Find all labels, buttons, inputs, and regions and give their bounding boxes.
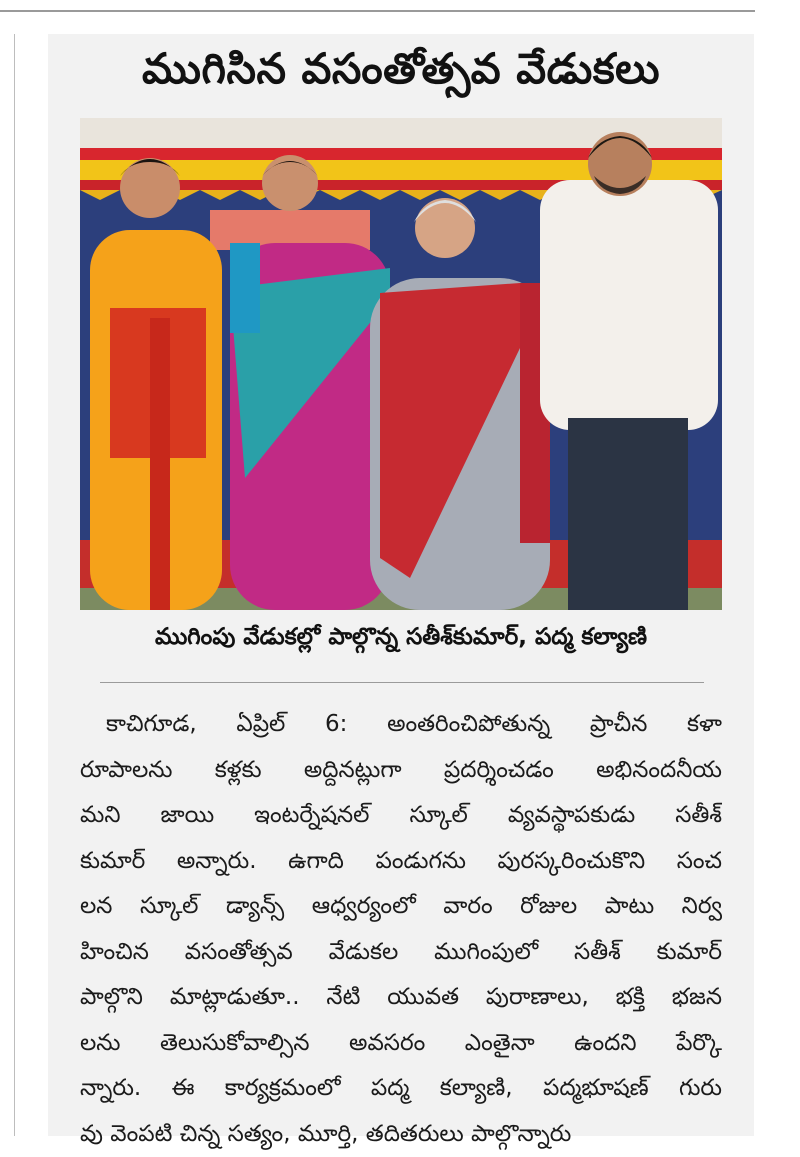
body-line: వు వెంపటి చిన్న సత్యం, మూర్తి, తదితరులు పాల్గొన్నారు — [80, 1112, 722, 1157]
column-rule — [14, 34, 15, 1136]
body-line: పాల్గొని మాట్లాడుతూ.. నేటి యువత పురాణాలు, భక్తి భజన — [80, 975, 722, 1021]
photo-caption: ముగింపు వేడుకల్లో పాల్గొన్న సతీశ్‌కుమార్‌, పద్మ కల్యాణి — [80, 618, 722, 662]
body-line: న్నారు. ఈ కార్యక్రమంలో పద్మ కల్యాణి, పద్మభూషణ్‌ గురు — [80, 1066, 722, 1112]
top-rule — [0, 10, 755, 12]
body-line: కుమార్‌ అన్నారు. ఉగాది పండుగను పురస్కరించుకొని సంచ — [80, 839, 722, 885]
body-line: హించిన వసంతోత్సవ వేడుకల ముగింపులో సతీశ్‌ కుమార్‌ — [80, 930, 722, 976]
caption-divider — [100, 682, 704, 683]
body-line: మని జాయి ఇంటర్నేషనల్‌ స్కూల్‌ వ్యవస్థాపకుడు సతీశ్‌ — [80, 793, 722, 839]
headline: ముగిసిన వసంతోత్సవ వేడుకలు — [48, 40, 754, 108]
article-body — [80, 702, 722, 1157]
event-photo — [80, 118, 722, 610]
body-line: రూపాలను కళ్లకు అద్దినట్లుగా ప్రదర్శించడం అభినందనీయ — [80, 748, 722, 794]
body-line: కాచిగూడ, ఏప్రిల్‌ 6: అంతరించిపోతున్న ప్రాచీన కళా — [80, 702, 722, 748]
body-line: లను తెలుసుకోవాల్సిన అవసరం ఎంతైనా ఉందని పేర్కొ — [80, 1021, 722, 1067]
body-line: లన స్కూల్‌ డ్యాన్స్‌ ఆధ్వర్యంలో వారం రోజుల పాటు నిర్వ — [80, 884, 722, 930]
